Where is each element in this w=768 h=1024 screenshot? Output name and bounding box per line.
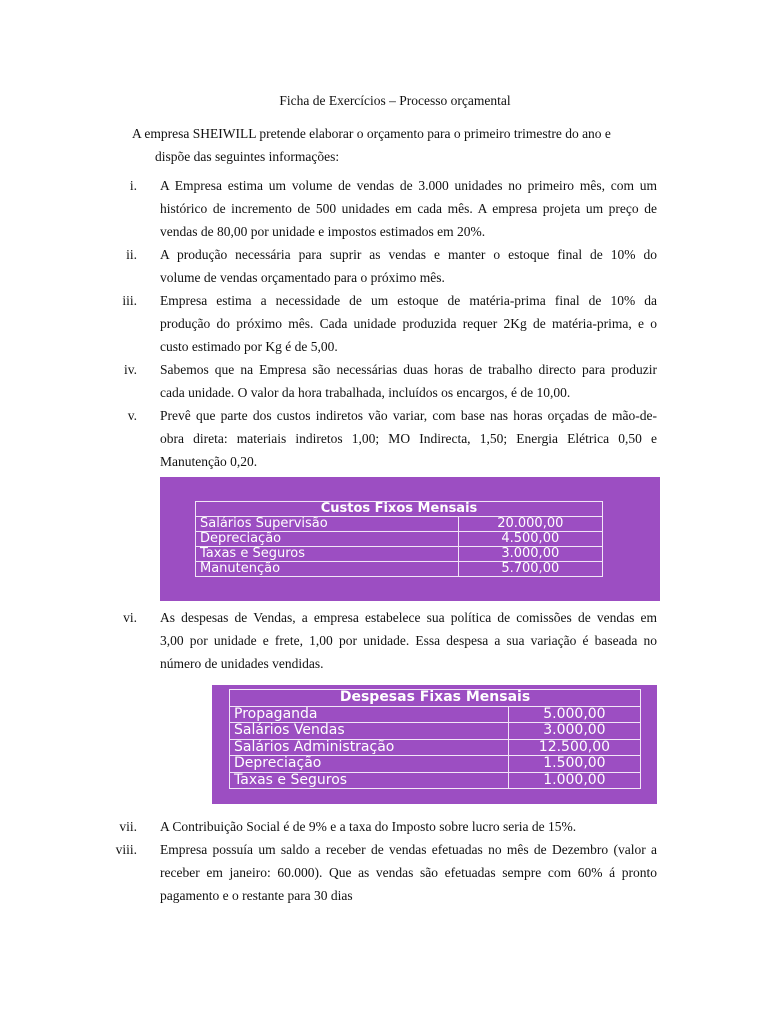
table-cell-label: Taxas e Seguros [230, 772, 509, 789]
list-item-number: vii. [119, 819, 137, 834]
table-cell-value: 1.000,00 [508, 772, 640, 789]
table-cell-value: 3.000,00 [458, 547, 602, 562]
table-row [196, 517, 603, 532]
table-cell-label: Salários Supervisão [196, 517, 459, 532]
table-cell-value: 5.700,00 [458, 562, 602, 577]
list-item-iii [0, 289, 768, 358]
despesas-fixas-table-image [212, 685, 657, 804]
table-cell-label: Salários Vendas [230, 723, 509, 740]
table-cell-label: Salários Administração [230, 739, 509, 756]
list-item-line: pagamento e o restante para 30 dias [160, 888, 353, 903]
list-item-number: iii. [122, 293, 137, 308]
list-item-viii [0, 838, 768, 907]
list-item-line: As despesas de Vendas, a empresa estabelece sua política de comissões de vendas em [160, 610, 657, 625]
list-item-line: Manutenção 0,20. [160, 454, 258, 469]
table-row [230, 739, 641, 756]
custos-fixos-table [195, 501, 603, 577]
table-row [230, 772, 641, 789]
list-item-line: Empresa estima a necessidade de um estoque de matéria-prima final de 10% da [160, 293, 657, 308]
table-cell-value: 20.000,00 [458, 517, 602, 532]
table-row [230, 706, 641, 723]
list-item-line: Prevê que parte dos custos indiretos vão variar, com base nas horas orçadas de mão-de- [160, 408, 657, 423]
table-row [230, 756, 641, 773]
table-cell-label: Depreciação [196, 532, 459, 547]
list-item-vi [0, 606, 768, 675]
table-cell-label: Manutenção [196, 562, 459, 577]
custos-fixos-table-image [160, 477, 660, 601]
despesas-fixas-header: Despesas Fixas Mensais [230, 690, 641, 707]
list-item-line: produção do próximo mês. Cada unidade produzida requer 2Kg de matéria-prima, e o [160, 316, 657, 331]
list-item-line: cada unidade. O valor da hora trabalhada, incluídos os encargos, é de 10,00. [160, 385, 571, 400]
list-item-line: A produção necessária para suprir as vendas e manter o estoque final de 10% do [160, 247, 657, 262]
list-item-line: custo estimado por Kg é de 5,00. [160, 339, 338, 354]
list-item-i [0, 174, 768, 243]
table-cell-value: 4.500,00 [458, 532, 602, 547]
table-row [196, 532, 603, 547]
list-item-line: volume de vendas orçamentado para o próximo mês. [160, 270, 445, 285]
list-item-line: A Empresa estima um volume de vendas de 3.000 unidades no primeiro mês, com um [160, 178, 657, 193]
list-item-number: v. [127, 408, 137, 423]
intro-paragraph [132, 122, 652, 168]
list-item-line: número de unidades vendidas. [160, 656, 324, 671]
table-cell-value: 1.500,00 [508, 756, 640, 773]
list-item-number: i. [129, 178, 137, 193]
list-item-line: receber em janeiro: 60.000). Que as vendas são efetuadas sempre com 60% á pronto [160, 865, 657, 880]
list-item-line: 3,00 por unidade e frete, 1,00 por unidade. Essa despesa a sua variação é baseada no [160, 633, 657, 648]
list-part-2 [0, 606, 768, 675]
list-item-iv [0, 358, 768, 404]
custos-fixos-header: Custos Fixos Mensais [196, 502, 603, 517]
list-item-vii [0, 815, 768, 838]
table-row [230, 723, 641, 740]
table-cell-label: Depreciação [230, 756, 509, 773]
list-item-line: Empresa possuía um saldo a receber de vendas efetuadas no mês de Dezembro (valor a [160, 842, 657, 857]
list-item-number: vi. [123, 610, 137, 625]
list-item-number: viii. [115, 842, 137, 857]
list-item-line: A Contribuição Social é de 9% e a taxa do Imposto sobre lucro seria de 15%. [160, 819, 577, 834]
table-cell-value: 12.500,00 [508, 739, 640, 756]
despesas-fixas-table [229, 689, 641, 789]
document-title: Ficha de Exercícios – Processo orçamental [279, 93, 511, 108]
intro-line-2: dispõe das seguintes informações: [155, 149, 340, 164]
list-item-v [0, 404, 768, 473]
list-item-number: ii. [126, 247, 137, 262]
table-cell-value: 5.000,00 [508, 706, 640, 723]
list-item-line: vendas de 80,00 por unidade e impostos estimados em 20%. [160, 224, 486, 239]
list-item-line: Sabemos que na Empresa são necessárias duas horas de trabalho directo para produzir [160, 362, 657, 377]
intro-line-1: A empresa SHEIWILL pretende elaborar o orçamento para o primeiro trimestre do ano e [132, 126, 611, 141]
table-cell-label: Taxas e Seguros [196, 547, 459, 562]
table-cell-label: Propaganda [230, 706, 509, 723]
table-cell-value: 3.000,00 [508, 723, 640, 740]
list-item-line: obra direta: materiais indiretos 1,00; MO Indirecta, 1,50; Energia Elétrica 0,50 e [160, 431, 657, 446]
table-row [196, 562, 603, 577]
list-part-1 [0, 174, 768, 473]
list-item-line: histórico de incremento de 500 unidades em cada mês. A empresa projeta um preço de [160, 201, 657, 216]
table-row [196, 547, 603, 562]
list-item-number: iv. [124, 362, 137, 377]
list-part-3 [0, 815, 768, 907]
list-item-ii [0, 243, 768, 289]
